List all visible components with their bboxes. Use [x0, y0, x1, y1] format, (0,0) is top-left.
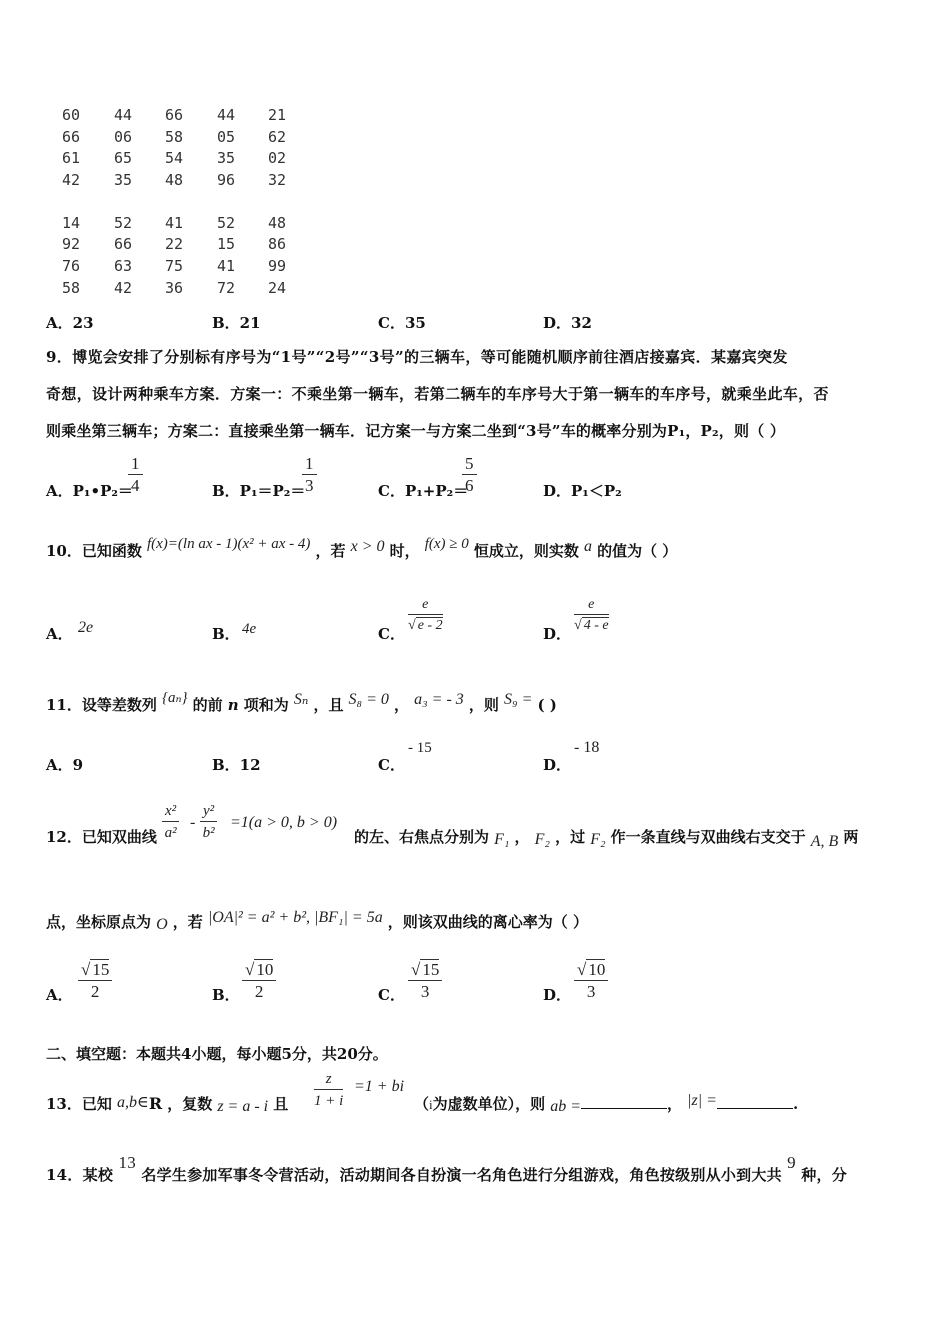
fraction-denominator: 3	[420, 982, 430, 1001]
q9-option-d: D．P₁＜P₂	[543, 482, 622, 500]
fraction-numerator: √ 15	[78, 960, 112, 981]
q10-text: 的值为（ ）	[597, 542, 678, 560]
q11-stem	[46, 690, 557, 715]
q11-s9: S₉ =	[504, 691, 533, 708]
q12-f2: F₂	[534, 831, 550, 848]
q12-x-fraction	[162, 801, 179, 844]
q10-option-c-fraction	[408, 596, 443, 637]
q9-option-a-fraction	[128, 454, 143, 497]
q10-option-d-fraction	[574, 596, 609, 637]
q12-text: ，若	[172, 913, 203, 931]
q11-sn: Sₙ	[293, 691, 309, 708]
fraction-denominator: 1 + i	[314, 1093, 344, 1109]
table-cell: 52	[114, 214, 133, 232]
table-cell: 52	[217, 214, 236, 232]
table-cell: 15	[217, 235, 236, 253]
q9-line-3: 则乘坐第三辆车；方案二：直接乘坐第一辆车．记方案一与方案二坐到“3号”车的概率分别为P₁，P₂，则（ ）	[46, 422, 786, 440]
q12-option-a-fraction	[78, 960, 112, 1003]
q11-option-b: B．12	[212, 756, 261, 774]
q12-option-d-fraction	[574, 960, 608, 1003]
q8-option-b: B．21	[212, 314, 261, 332]
q12-text: 两	[843, 828, 859, 846]
q12-option-d-label: D．	[543, 986, 572, 1004]
q13-stem-a	[46, 1093, 288, 1114]
q13-text: .	[792, 1095, 799, 1113]
q9-line-2: 奇想，设计两种乘车方案．方案一：不乘坐第一辆车，若第二辆车的车序号大于第一辆车的车序号，就乘坐此车，否	[46, 385, 829, 403]
q12-f2: F₂	[590, 831, 606, 848]
fraction-numerator: 1	[302, 454, 317, 475]
q13-absz-label: |z| =	[687, 1092, 717, 1109]
table-cell: 35	[217, 149, 236, 167]
q10-var: a	[583, 538, 592, 555]
fraction-denominator: a²	[164, 825, 177, 841]
table-cell: 65	[114, 149, 133, 167]
fraction-denominator: √ 4 - e	[574, 614, 609, 637]
q12-option-c-label: C．	[378, 986, 405, 1004]
fraction-numerator: √ 15	[408, 960, 442, 981]
fraction-denominator: 2	[90, 982, 100, 1001]
q10-condition: x > 0	[350, 538, 385, 555]
q13-ab-label: ab =	[550, 1098, 582, 1115]
q10-option-b-value: 4e	[242, 621, 257, 637]
q14-lead: 14．某校	[46, 1166, 114, 1184]
table-cell: 54	[165, 149, 184, 167]
fraction-denominator: 4	[131, 476, 140, 495]
sqrt-radicand: 10	[256, 960, 274, 979]
q10-option-d-label: D．	[543, 625, 572, 643]
table-cell: 66	[114, 235, 133, 253]
q10-option-a-label: A．	[46, 625, 73, 643]
q10-stem	[46, 536, 678, 561]
q11-a3: a₃ = - 3	[414, 691, 464, 708]
table-cell: 42	[62, 171, 81, 189]
q10-lead: 10．已知函数	[46, 542, 142, 560]
fraction-numerator: √ 10	[574, 960, 608, 981]
table-cell: 05	[217, 128, 236, 146]
q8-option-d: D．32	[543, 314, 592, 332]
q14-text: 名学生参加军事冬令营活动，活动期间各自扮演一名角色进行分组游戏，角色按级别从小到大共	[141, 1166, 782, 1184]
q11-text: 的前	[192, 696, 223, 714]
q9-option-b-fraction	[302, 454, 317, 497]
fraction-denominator: b²	[202, 825, 215, 841]
q12-condition: |OA|² = a² + b², |BF₁| = 5a	[207, 909, 383, 926]
q11-text: ，且	[313, 696, 344, 714]
fraction-numerator: x²	[162, 801, 179, 822]
table-cell: 24	[268, 279, 287, 297]
q11-n: n	[227, 696, 239, 714]
q8-option-c: C．35	[378, 314, 426, 332]
fraction-numerator: e	[422, 597, 429, 612]
table-cell: 60	[62, 106, 81, 124]
table-cell: 58	[165, 128, 184, 146]
q13-fraction	[314, 1069, 343, 1112]
q12-text: ，过	[555, 828, 586, 846]
table-cell: 21	[268, 106, 287, 124]
sqrt-radicand: 15	[92, 960, 110, 979]
table-cell: 66	[62, 128, 81, 146]
q14-count: 13	[118, 1153, 136, 1172]
q10-text: 时，	[389, 542, 420, 560]
q14-levels: 9	[787, 1153, 796, 1172]
q12-ab: A, B	[810, 833, 839, 850]
q10-text: 恒成立，则实数	[473, 542, 579, 560]
q13-z: z = a - i	[217, 1098, 269, 1115]
q12-origin: O	[156, 916, 168, 933]
section-heading-fill-in: 二、填空题：本题共4小题，每小题5分，共20分。	[46, 1045, 388, 1063]
table-cell: 66	[165, 106, 184, 124]
q11-text: ，	[394, 696, 410, 714]
table-cell: 92	[62, 235, 81, 253]
q12-text: 点，坐标原点为	[46, 913, 152, 931]
q11-text: ( )	[537, 696, 557, 714]
table-cell: 36	[165, 279, 184, 297]
q12-text: ，则该双曲线的离心率为（ ）	[387, 913, 589, 931]
q10-option-c-label: C．	[378, 625, 405, 643]
q13-i: i	[429, 1097, 433, 1112]
q11-s8: S₈ = 0	[348, 691, 389, 708]
q13-text: ，	[667, 1095, 683, 1113]
table-cell: 99	[268, 257, 287, 275]
table-cell: 14	[62, 214, 81, 232]
q13-lead: 13．已知	[46, 1095, 112, 1113]
q12-text: ，	[514, 828, 530, 846]
q13-answer-blank-2[interactable]	[717, 1094, 793, 1109]
q13-reals: R	[148, 1094, 163, 1113]
sqrt-radicand: e - 2	[417, 618, 443, 633]
table-cell: 48	[165, 171, 184, 189]
table-cell: 96	[217, 171, 236, 189]
q9-option-b: B．P₁＝P₂＝	[212, 482, 306, 500]
q14-text: 种，分	[801, 1166, 848, 1184]
fraction-numerator: y²	[200, 801, 217, 822]
q11-option-c-label: C．	[378, 756, 405, 774]
table-cell: 63	[114, 257, 133, 275]
sqrt-radicand: 10	[588, 960, 606, 979]
q13-rhs: =1 + bi	[354, 1078, 405, 1095]
table-cell: 41	[165, 214, 184, 232]
q10-option-a-value: 2e	[78, 619, 94, 636]
q11-option-a: A．9	[46, 756, 84, 774]
fraction-denominator: √ e - 2	[408, 614, 443, 637]
table-cell: 06	[114, 128, 133, 146]
q12-option-b-fraction	[242, 960, 276, 1003]
sqrt-radicand: 15	[422, 960, 440, 979]
fraction-denominator: 2	[254, 982, 264, 1001]
table-cell: 41	[217, 257, 236, 275]
table-cell: 61	[62, 149, 81, 167]
q12-stem-2	[46, 911, 588, 932]
fraction-numerator: √ 10	[242, 960, 276, 981]
q10-text: ，若	[315, 542, 346, 560]
table-cell: 62	[268, 128, 287, 146]
q13-stem-b	[414, 1093, 798, 1114]
table-cell: 35	[114, 171, 133, 189]
q10-inequality: f(x) ≥ 0	[424, 536, 469, 552]
q13-text: （	[414, 1095, 430, 1113]
fraction-numerator: 5	[462, 454, 477, 475]
table-cell: 32	[268, 171, 287, 189]
q13-answer-blank-1[interactable]	[581, 1094, 667, 1109]
q11-option-c-value: - 15	[408, 740, 432, 756]
q11-text: 项和为	[243, 696, 289, 714]
table-cell: 72	[217, 279, 236, 297]
q12-option-c-fraction	[408, 960, 442, 1003]
q13-text: 且	[273, 1095, 289, 1113]
fraction-denominator: 3	[586, 982, 596, 1001]
q12-y-fraction	[200, 801, 217, 844]
q12-minus: -	[190, 814, 196, 831]
table-cell: 48	[268, 214, 287, 232]
q11-lead: 11．设等差数列	[46, 696, 157, 714]
q9-option-c: C．P₁+P₂＝	[378, 482, 469, 500]
q11-option-d-label: D．	[543, 756, 572, 774]
q11-option-d-value: - 18	[574, 739, 600, 756]
fraction-numerator: z	[314, 1069, 343, 1090]
q11-sequence: {aₙ}	[161, 690, 188, 706]
q12-option-b-label: B．	[212, 986, 240, 1004]
q12-text: 的左、右焦点分别为	[354, 828, 490, 846]
table-cell: 22	[165, 235, 184, 253]
q12-text: 作一条直线与双曲线右支交于	[610, 828, 806, 846]
table-cell: 75	[165, 257, 184, 275]
q12-f1: F₁	[494, 831, 510, 848]
table-cell: 44	[217, 106, 236, 124]
q9-option-c-fraction	[462, 454, 477, 497]
q12-option-a-label: A．	[46, 986, 73, 1004]
q9-option-a: A．P₁•P₂＝	[46, 482, 133, 500]
q9-line-1: 9．博览会安排了分别标有序号为“1号”“2号”“3号”的三辆车，等可能随机顺序前往酒店接嘉宾．某嘉宾突发	[46, 348, 788, 366]
fraction-numerator: 1	[128, 454, 143, 475]
q12-equation: =1(a > 0, b > 0)	[230, 814, 338, 831]
q14-stem	[46, 1153, 848, 1185]
table-cell: 44	[114, 106, 133, 124]
table-cell: 42	[114, 279, 133, 297]
fraction-numerator: e	[588, 597, 595, 612]
q12-stem-1	[354, 826, 859, 850]
q11-text: ，则	[468, 696, 499, 714]
q8-option-a: A．23	[46, 314, 94, 332]
q13-ab-set: a,b∈	[116, 1094, 149, 1111]
sqrt-radicand: 4 - e	[583, 618, 609, 633]
table-cell: 02	[268, 149, 287, 167]
fraction-denominator: 6	[465, 476, 474, 495]
table-cell: 86	[268, 235, 287, 253]
fraction-denominator: 3	[305, 476, 314, 495]
table-cell: 76	[62, 257, 81, 275]
table-cell: 58	[62, 279, 81, 297]
q10-function: f(x)=(ln ax - 1)(x² + ax - 4)	[146, 536, 311, 552]
q10-option-b-label: B．	[212, 625, 240, 643]
q12-lead: 12．已知双曲线	[46, 828, 157, 846]
q13-text: 为虚数单位），则	[432, 1095, 546, 1113]
q13-text: ，复数	[167, 1095, 213, 1113]
